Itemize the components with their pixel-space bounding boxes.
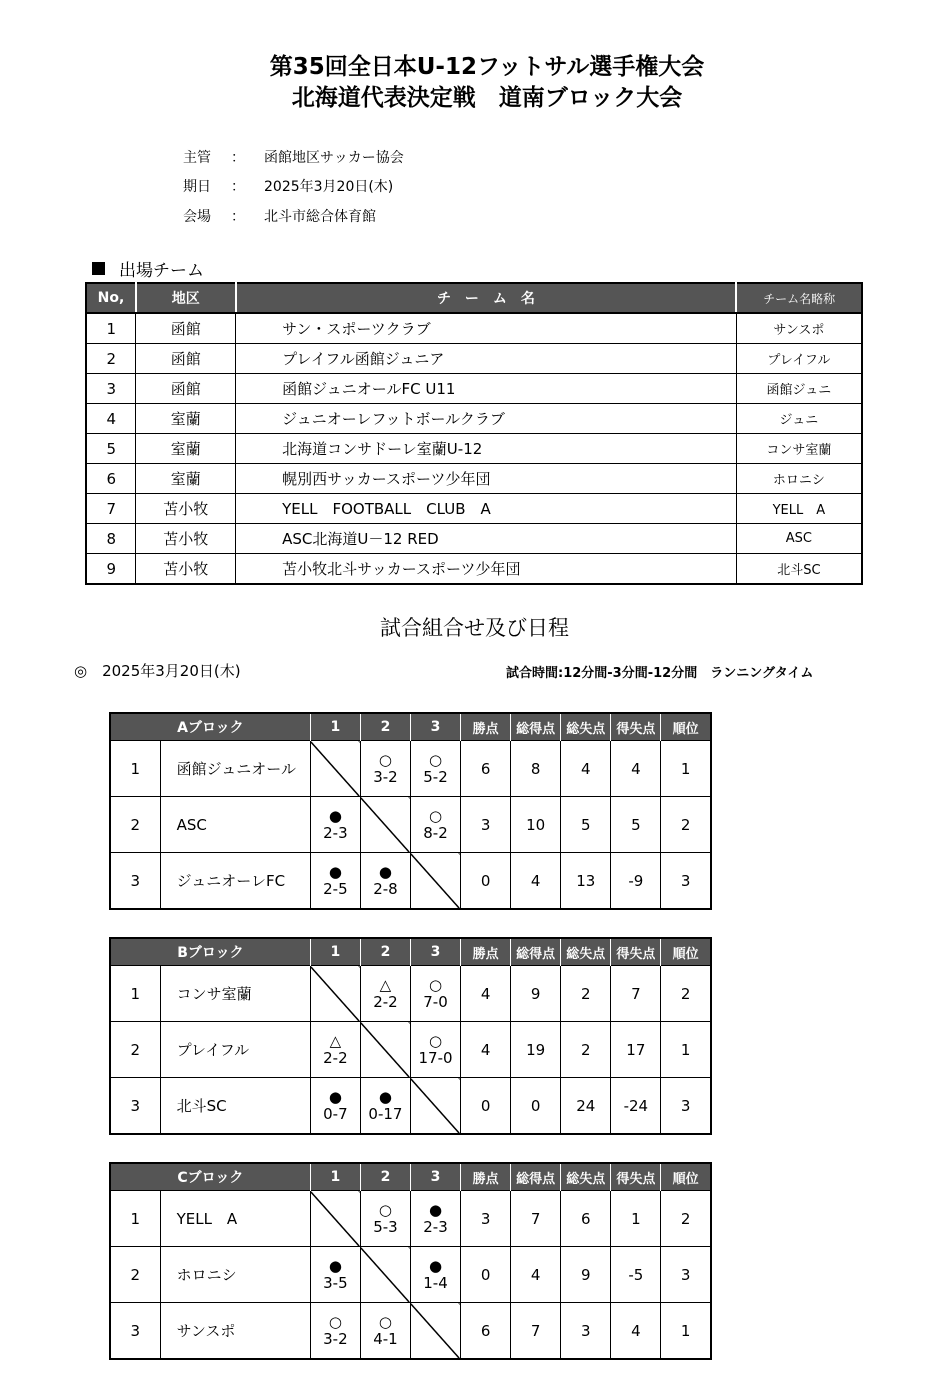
result-score: 3-5	[323, 1273, 348, 1292]
col-header-area: 地区	[136, 283, 236, 313]
table-row	[110, 741, 711, 797]
result-score: 0-17	[368, 1104, 403, 1123]
result-score: 2-2	[323, 1048, 348, 1067]
block-col-header: 総得点	[511, 1163, 561, 1191]
goals-for: 7	[511, 1191, 561, 1247]
result-mark-icon: △	[329, 1031, 342, 1050]
result-score: 7-0	[423, 992, 448, 1011]
block-col-header: 1	[310, 938, 360, 966]
self-match-cell	[410, 853, 460, 910]
team-no: 9	[86, 554, 136, 585]
block-col-header: 3	[410, 713, 460, 741]
team-name: ジュニオーレフットボールクラブ	[236, 404, 737, 434]
table-row	[110, 966, 711, 1022]
self-match-cell	[310, 1191, 360, 1247]
team-name: 函館ジュニオール	[160, 741, 310, 797]
table-row	[86, 524, 862, 554]
block-col-header: 3	[410, 1163, 460, 1191]
team-area: 函館	[136, 344, 236, 374]
match-time: 試合時間:12分間-3分間-12分間 ランニングタイム	[506, 666, 814, 681]
team-name: プレイフル	[160, 1022, 310, 1078]
team-abbr: YELL A	[736, 494, 862, 524]
match-result	[360, 853, 410, 910]
result-score: 3-2	[373, 767, 398, 786]
rank: 1	[661, 1022, 711, 1078]
goals-against: 2	[561, 1022, 611, 1078]
block-col-header: 順位	[661, 1163, 711, 1191]
table-row	[86, 374, 862, 404]
goals-against: 13	[561, 853, 611, 910]
result-mark-icon: ○	[328, 1312, 342, 1331]
schedule-title: 試合組合せ及び日程	[380, 616, 569, 640]
match-result	[310, 1022, 360, 1078]
self-match-cell	[410, 1078, 460, 1135]
goals-for: 4	[511, 1247, 561, 1303]
result-mark-icon: ○	[378, 1200, 392, 1219]
rank: 1	[661, 741, 711, 797]
points: 6	[461, 741, 511, 797]
result-score: 2-3	[423, 1217, 448, 1236]
team-name: 函館ジュニオールFC U11	[236, 374, 737, 404]
team-name: プレイフル函館ジュニア	[236, 344, 737, 374]
col-header-abbr: チーム名略称	[736, 283, 862, 313]
info-organizer	[183, 149, 404, 167]
block-name: Bブロック	[110, 938, 310, 966]
block-col-header: 1	[310, 713, 360, 741]
match-result	[360, 1303, 410, 1360]
goals-against: 4	[561, 741, 611, 797]
goals-for: 10	[511, 797, 561, 853]
team-no: 1	[86, 313, 136, 344]
goals-for: 4	[511, 853, 561, 910]
block-col-header: 総失点	[561, 1163, 611, 1191]
block-col-header: 2	[360, 1163, 410, 1191]
self-match-cell	[310, 966, 360, 1022]
block-col-header: 順位	[661, 938, 711, 966]
block-col-header: 勝点	[461, 938, 511, 966]
result-mark-icon: ●	[378, 862, 392, 881]
team-no: 7	[86, 494, 136, 524]
block-col-header: 得失点	[611, 713, 661, 741]
team-name: ホロニシ	[160, 1247, 310, 1303]
table-row	[110, 797, 711, 853]
self-match-cell	[360, 797, 410, 853]
self-match-cell	[310, 741, 360, 797]
result-mark-icon: ●	[328, 862, 342, 881]
goal-difference: 1	[611, 1191, 661, 1247]
team-no: 6	[86, 464, 136, 494]
info-venue	[183, 208, 376, 226]
goal-difference: -24	[611, 1078, 661, 1135]
table-row	[86, 344, 862, 374]
info-date	[183, 178, 393, 196]
rank: 3	[661, 1078, 711, 1135]
team-abbr: ホロニシ	[736, 464, 862, 494]
goals-for: 7	[511, 1303, 561, 1360]
self-match-cell	[360, 1022, 410, 1078]
rank: 2	[661, 1191, 711, 1247]
block-col-header: 得失点	[611, 938, 661, 966]
block-col-header: 総得点	[511, 938, 561, 966]
result-score: 2-3	[323, 823, 348, 842]
info-label: 会場	[183, 209, 211, 225]
goal-difference: 7	[611, 966, 661, 1022]
goals-for: 19	[511, 1022, 561, 1078]
rank: 2	[661, 797, 711, 853]
row-no: 2	[110, 797, 160, 853]
team-no: 3	[86, 374, 136, 404]
match-result	[410, 741, 460, 797]
team-abbr: ジュニ	[736, 404, 862, 434]
match-result	[360, 1078, 410, 1135]
result-mark-icon: ●	[328, 806, 342, 825]
team-name: サンスポ	[160, 1303, 310, 1360]
block-col-header: 3	[410, 938, 460, 966]
points: 6	[461, 1303, 511, 1360]
team-abbr: ASC	[736, 524, 862, 554]
block-table	[109, 1162, 712, 1360]
result-score: 2-8	[373, 879, 398, 898]
row-no: 1	[110, 966, 160, 1022]
rank: 3	[661, 1247, 711, 1303]
title-line-2: 北海道代表決定戦 道南ブロック大会	[291, 85, 683, 111]
points: 0	[461, 1247, 511, 1303]
team-abbr: サンスポ	[736, 313, 862, 344]
team-area: 苫小牧	[136, 524, 236, 554]
row-no: 2	[110, 1247, 160, 1303]
result-mark-icon: ○	[378, 1312, 392, 1331]
team-name: サン・スポーツクラブ	[236, 313, 737, 344]
goals-for: 8	[511, 741, 561, 797]
team-no: 2	[86, 344, 136, 374]
table-row	[110, 1022, 711, 1078]
team-area: 函館	[136, 313, 236, 344]
goal-difference: 4	[611, 1303, 661, 1360]
info-label: 主管	[183, 150, 211, 166]
points: 0	[461, 853, 511, 910]
block-name: Aブロック	[110, 713, 310, 741]
self-match-cell	[360, 1247, 410, 1303]
goal-difference: -9	[611, 853, 661, 910]
block-col-header: 1	[310, 1163, 360, 1191]
points: 4	[461, 1022, 511, 1078]
row-no: 3	[110, 1078, 160, 1135]
block-col-header: 順位	[661, 713, 711, 741]
result-score: 4-1	[373, 1329, 398, 1348]
result-score: 5-3	[373, 1217, 398, 1236]
goals-against: 2	[561, 966, 611, 1022]
table-row	[86, 464, 862, 494]
block-col-header: 勝点	[461, 1163, 511, 1191]
team-area: 苫小牧	[136, 554, 236, 585]
match-result	[310, 1303, 360, 1360]
block-col-header: 2	[360, 938, 410, 966]
team-name: 北海道コンサドーレ室蘭U-12	[236, 434, 737, 464]
match-result	[410, 1022, 460, 1078]
team-area: 室蘭	[136, 434, 236, 464]
match-result	[310, 1247, 360, 1303]
result-mark-icon: ○	[428, 1031, 443, 1050]
result-mark-icon: △	[379, 975, 392, 994]
team-name: ASC	[160, 797, 310, 853]
team-abbr: コンサ室蘭	[736, 434, 862, 464]
goals-against: 6	[561, 1191, 611, 1247]
match-result	[310, 797, 360, 853]
info-value: 2025年3月20日(木)	[264, 179, 394, 195]
info-colon: ：	[231, 179, 245, 195]
team-no: 4	[86, 404, 136, 434]
result-score: 2-5	[323, 879, 348, 898]
block-table	[109, 937, 712, 1135]
info-colon: ：	[231, 150, 245, 166]
team-abbr: 北斗SC	[736, 554, 862, 585]
points: 3	[461, 797, 511, 853]
points: 4	[461, 966, 511, 1022]
result-mark-icon: ○	[428, 975, 443, 994]
result-score: 5-2	[423, 767, 448, 786]
goals-against: 9	[561, 1247, 611, 1303]
goal-difference: 17	[611, 1022, 661, 1078]
block-col-header: 2	[360, 713, 410, 741]
goal-difference: 5	[611, 797, 661, 853]
team-area: 室蘭	[136, 464, 236, 494]
row-no: 1	[110, 1191, 160, 1247]
team-abbr: 函館ジュニ	[736, 374, 862, 404]
info-label: 期日	[183, 179, 211, 195]
table-row	[110, 1191, 711, 1247]
block-name: Cブロック	[110, 1163, 310, 1191]
result-score: 3-2	[323, 1329, 348, 1348]
table-row	[86, 434, 862, 464]
result-mark-icon: ●	[328, 1256, 342, 1275]
block-col-header: 勝点	[461, 713, 511, 741]
match-result	[310, 1078, 360, 1135]
result-mark-icon: ○	[428, 750, 443, 769]
points: 0	[461, 1078, 511, 1135]
schedule-date: ◎ 2025年3月20日(木)	[74, 662, 241, 680]
team-name: 苫小牧北斗サッカースポーツ少年団	[236, 554, 737, 585]
result-mark-icon: ●	[428, 1256, 443, 1275]
team-name: ジュニオーレFC	[160, 853, 310, 910]
col-header-name: チ ー ム 名	[236, 283, 737, 313]
self-match-cell	[410, 1303, 460, 1360]
block-col-header: 得失点	[611, 1163, 661, 1191]
team-name: コンサ室蘭	[160, 966, 310, 1022]
match-result	[310, 853, 360, 910]
goals-for: 0	[511, 1078, 561, 1135]
team-abbr: プレイフル	[736, 344, 862, 374]
match-result	[410, 797, 460, 853]
info-value: 北斗市総合体育館	[264, 209, 376, 225]
team-area: 函館	[136, 374, 236, 404]
rank: 2	[661, 966, 711, 1022]
match-result	[410, 1191, 460, 1247]
match-result	[360, 741, 410, 797]
team-name: 幌別西サッカースポーツ少年団	[236, 464, 737, 494]
result-mark-icon: ●	[428, 1200, 443, 1219]
team-name: ASC北海道U－12 RED	[236, 524, 737, 554]
match-result	[360, 1191, 410, 1247]
block-col-header: 総失点	[561, 938, 611, 966]
goals-against: 3	[561, 1303, 611, 1360]
block-col-header: 総得点	[511, 713, 561, 741]
result-score: 17-0	[418, 1048, 453, 1067]
info-value: 函館地区サッカー協会	[264, 150, 404, 166]
goal-difference: -5	[611, 1247, 661, 1303]
team-no: 8	[86, 524, 136, 554]
table-row	[110, 1078, 711, 1135]
table-row	[86, 554, 862, 585]
team-name: YELL FOOTBALL CLUB A	[236, 494, 737, 524]
row-no: 1	[110, 741, 160, 797]
goals-against: 24	[561, 1078, 611, 1135]
team-area: 苫小牧	[136, 494, 236, 524]
table-row	[110, 1303, 711, 1360]
table-row	[86, 404, 862, 434]
team-name: YELL A	[160, 1191, 310, 1247]
row-no: 3	[110, 1303, 160, 1360]
result-score: 1-4	[423, 1273, 448, 1292]
table-row	[86, 494, 862, 524]
goals-against: 5	[561, 797, 611, 853]
title-line-1: 第35回全日本U-12フットサル選手権大会	[269, 54, 705, 80]
block-col-header: 総失点	[561, 713, 611, 741]
team-area: 室蘭	[136, 404, 236, 434]
result-mark-icon: ○	[428, 806, 443, 825]
rank: 3	[661, 853, 711, 910]
teams-table	[85, 282, 863, 585]
result-mark-icon: ●	[328, 1087, 342, 1106]
row-no: 3	[110, 853, 160, 910]
match-result	[410, 1247, 460, 1303]
row-no: 2	[110, 1022, 160, 1078]
result-mark-icon: ●	[378, 1087, 392, 1106]
result-mark-icon: ○	[378, 750, 392, 769]
table-row	[110, 853, 711, 910]
goals-for: 9	[511, 966, 561, 1022]
teams-heading	[92, 256, 204, 281]
result-score: 2-2	[373, 992, 398, 1011]
team-name: 北斗SC	[160, 1078, 310, 1135]
table-row	[86, 313, 862, 344]
table-row	[110, 1247, 711, 1303]
teams-heading-text: 出場チーム	[119, 261, 204, 281]
match-result	[410, 966, 460, 1022]
col-header-no: No,	[86, 283, 136, 313]
match-result	[360, 966, 410, 1022]
info-colon: ：	[231, 209, 245, 225]
result-score: 0-7	[323, 1104, 348, 1123]
square-bullet-icon	[92, 262, 105, 275]
team-no: 5	[86, 434, 136, 464]
block-table	[109, 712, 712, 910]
goal-difference: 4	[611, 741, 661, 797]
points: 3	[461, 1191, 511, 1247]
rank: 1	[661, 1303, 711, 1360]
result-score: 8-2	[423, 823, 448, 842]
